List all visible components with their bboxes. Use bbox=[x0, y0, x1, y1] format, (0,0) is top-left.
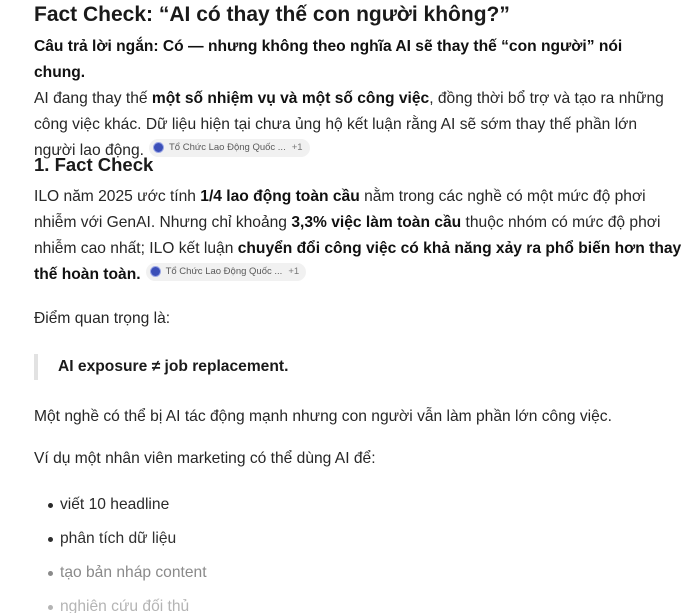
fc-text-2: nằm trong các nghề có một mức độ phơi nhiễm với GenAI. Nhưng chỉ khoảng bbox=[34, 188, 646, 231]
short-answer: Câu trả lời ngắn: Có — nhưng không theo nghĩa AI sẽ thay thế “con người” nói chung. bbox=[34, 38, 623, 81]
list-item: viết 10 headline bbox=[48, 488, 207, 522]
globe-icon bbox=[153, 142, 164, 153]
fact-check-paragraph bbox=[34, 184, 682, 288]
citation-more-count: +1 bbox=[288, 265, 300, 277]
globe-icon bbox=[150, 266, 161, 277]
list-item: tạo bản nháp content bbox=[48, 556, 207, 590]
citation-chip[interactable] bbox=[146, 263, 307, 281]
fc-bold-1: 1/4 lao động toàn cầu bbox=[200, 188, 360, 205]
page-title: Fact Check: “AI có thay thế con người không?” bbox=[34, 3, 510, 26]
fc-text-3: thuộc nhóm có mức độ phơi nhiễm cao nhất; ILO kết luận bbox=[34, 214, 661, 257]
fc-text-1: ILO năm 2025 ước tính bbox=[34, 188, 201, 205]
list-item: phân tích dữ liệu bbox=[48, 522, 207, 556]
intro-text-a: AI đang thay thế bbox=[34, 90, 152, 107]
intro-text-b: , đồng thời bổ trợ và tạo ra những công việc khác. Dữ liệu hiện tại chưa ủng hộ kết luận rằng AI sẽ sớm thay thế phần lớn người lao động. bbox=[34, 90, 664, 159]
citation-chip[interactable] bbox=[149, 139, 310, 157]
fc-text-4: . bbox=[136, 266, 141, 283]
example-intro: Ví dụ một nhân viên marketing có thể dùng AI để: bbox=[34, 450, 376, 467]
citation-label: Tổ Chức Lao Động Quốc ... bbox=[168, 141, 286, 153]
blockquote: AI exposure ≠ job replacement. bbox=[34, 354, 288, 380]
section-heading: 1. Fact Check bbox=[34, 154, 154, 175]
fc-bold-2: 3,3% việc làm toàn cầu bbox=[291, 214, 462, 231]
list-item: nghiên cứu đối thủ bbox=[48, 590, 207, 613]
fc-bold-3: chuyển đổi công việc có khả năng xảy ra phổ biến hơn thay thế hoàn toàn bbox=[34, 240, 682, 283]
intro-bold-a: một số nhiệm vụ và một số công việc bbox=[151, 90, 430, 107]
citation-label: Tổ Chức Lao Động Quốc ... bbox=[165, 265, 283, 277]
point-intro: Điểm quan trọng là: bbox=[34, 310, 171, 327]
impact-paragraph: Một nghề có thể bị AI tác động mạnh nhưng con người vẫn làm phần lớn công việc. bbox=[34, 408, 612, 425]
citation-more-count: +1 bbox=[291, 141, 303, 153]
intro-paragraph bbox=[34, 34, 674, 164]
example-list bbox=[48, 488, 207, 613]
